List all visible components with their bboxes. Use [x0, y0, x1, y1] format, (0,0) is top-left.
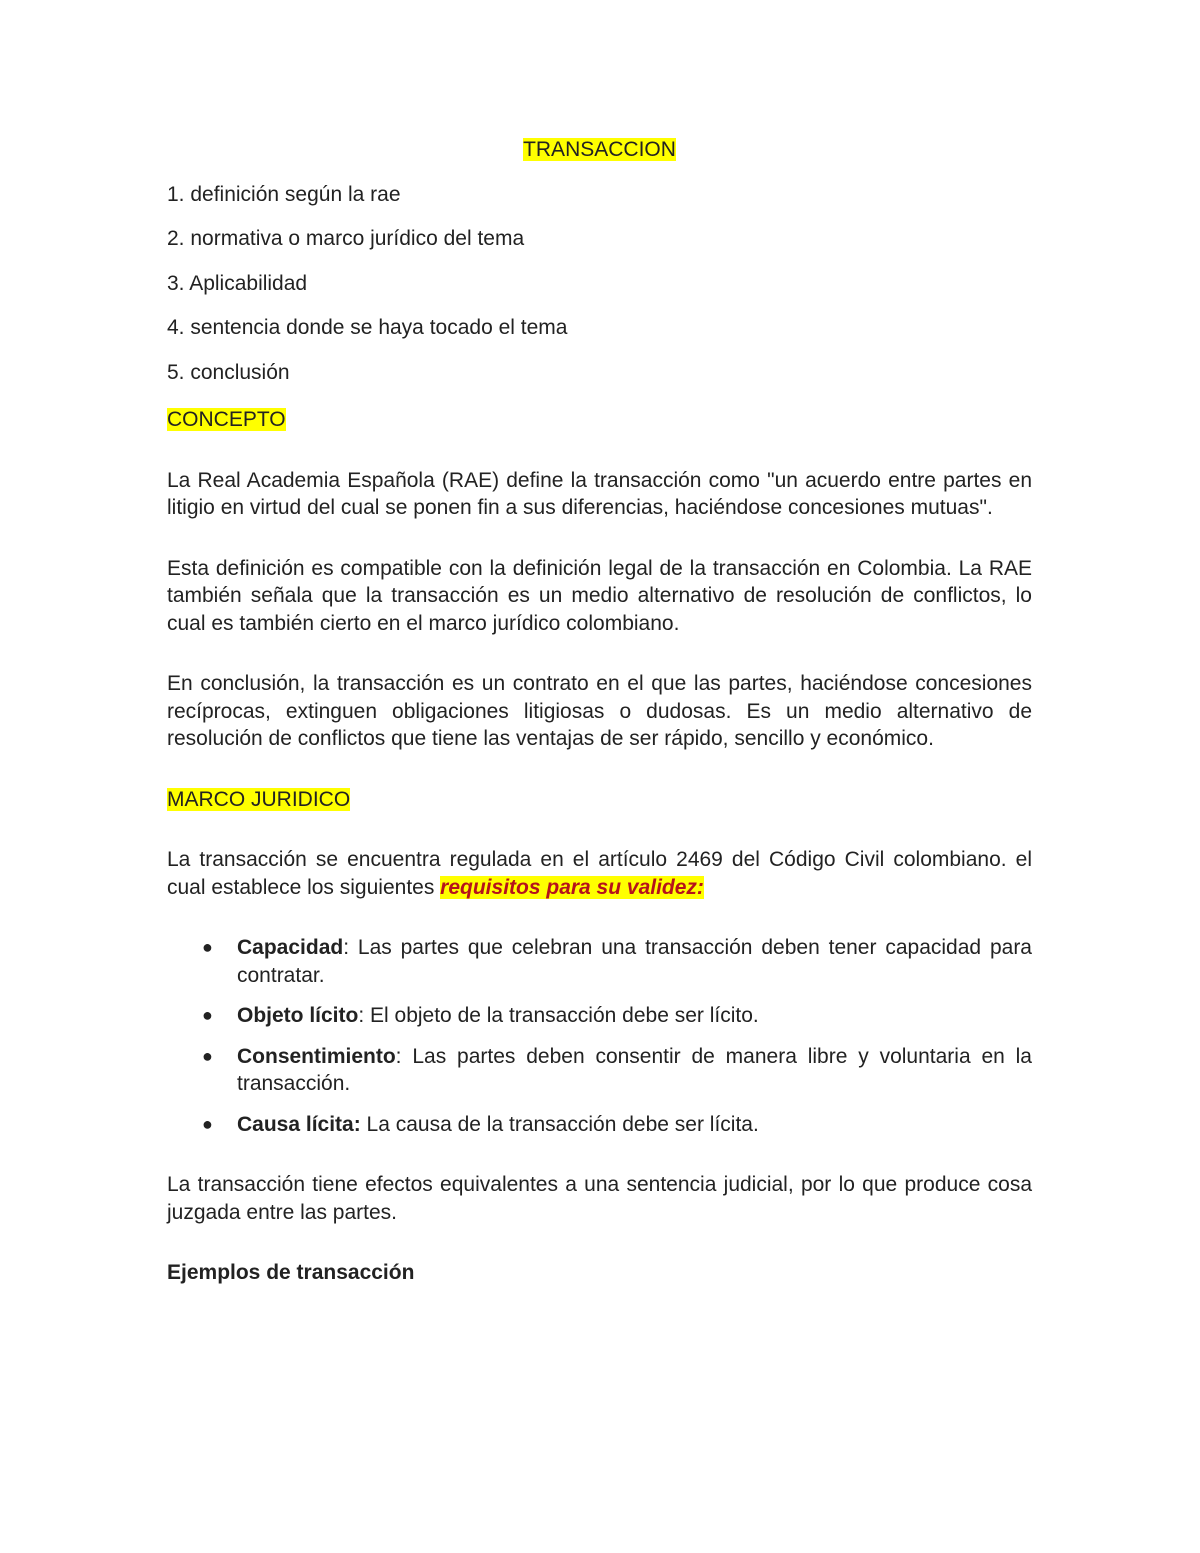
ejemplos-heading: Ejemplos de transacción	[167, 1261, 415, 1284]
bullet-icon: ●	[202, 1045, 213, 1066]
bullet-icon: ●	[202, 1005, 213, 1025]
requisito-term: Capacidad	[237, 936, 344, 959]
list-item	[167, 934, 1032, 989]
toc-item: 4. sentencia donde se haya tocado el tema	[167, 316, 568, 339]
table-of-contents	[167, 181, 1032, 387]
marco-intro-text: La transacción se encuentra regulada en el artículo 2469 del Código Civil colombiano. el cual establece los siguientes	[167, 848, 1032, 899]
list-item	[167, 1002, 1032, 1030]
marco-intro-emphasis: requisitos para su validez:	[440, 875, 704, 899]
toc-item: 5. conclusión	[167, 360, 290, 384]
requisito-term: Causa lícita:	[237, 1112, 361, 1136]
list-item	[167, 1043, 1032, 1098]
toc-item: 1. definición según la rae	[167, 182, 401, 206]
bullet-icon: ●	[202, 1113, 213, 1134]
requisito-text: : Las partes que celebran una transacción deben tener capacidad para contratar.	[237, 936, 1032, 987]
concepto-heading: CONCEPTO	[167, 408, 286, 431]
requisito-term: Consentimiento	[237, 1044, 396, 1068]
list-item	[167, 1111, 1032, 1139]
toc-item: 2. normativa o marco jurídico del tema	[167, 227, 525, 250]
requisito-text: La causa de la transacción debe ser lícita.	[360, 1112, 759, 1136]
document-title: TRANSACCION	[523, 138, 676, 161]
requisito-text: : El objeto de la transacción debe ser lícito.	[358, 1004, 759, 1027]
concepto-paragraph-2: Esta definición es compatible con la definición legal de la transacción en Colombia. La RAE también señala que la transacción es un medio alternativo de resolución de conflictos, lo cual es también cierto en el marco jurídico colombiano.	[167, 556, 1032, 635]
requisitos-list	[167, 934, 1032, 1138]
marco-closing-paragraph: La transacción tiene efectos equivalentes a una sentencia judicial, por lo que produce cosa juzgada entre las partes.	[167, 1173, 1032, 1224]
marco-heading: MARCO JURIDICO	[167, 787, 351, 811]
marco-intro-paragraph	[167, 846, 1032, 901]
toc-item: 3. Aplicabilidad	[167, 271, 308, 295]
marco-heading-line	[167, 786, 1032, 814]
document-title-line	[167, 136, 1032, 164]
document-content	[167, 136, 1032, 1287]
requisito-text: : Las partes deben consentir de manera libre y voluntaria en la transacción.	[237, 1044, 1032, 1095]
concepto-heading-line	[167, 406, 1032, 434]
requisito-term: Objeto lícito	[237, 1004, 359, 1027]
concepto-paragraph-3: En conclusión, la transacción es un contrato en el que las partes, haciéndose concesiones recíprocas, extinguen obligaciones litigiosas o dudosas. Es un medio alternativo de resolución de conflictos que tiene las ventajas de ser rápido, sencillo y económico.	[167, 672, 1032, 750]
bullet-icon: ●	[202, 937, 213, 957]
concepto-paragraph-1: La Real Academia Española (RAE) define la transacción como "un acuerdo entre partes en litigio en virtud del cual se ponen fin a sus diferencias, haciéndose concesiones mutuas".	[167, 468, 1032, 519]
